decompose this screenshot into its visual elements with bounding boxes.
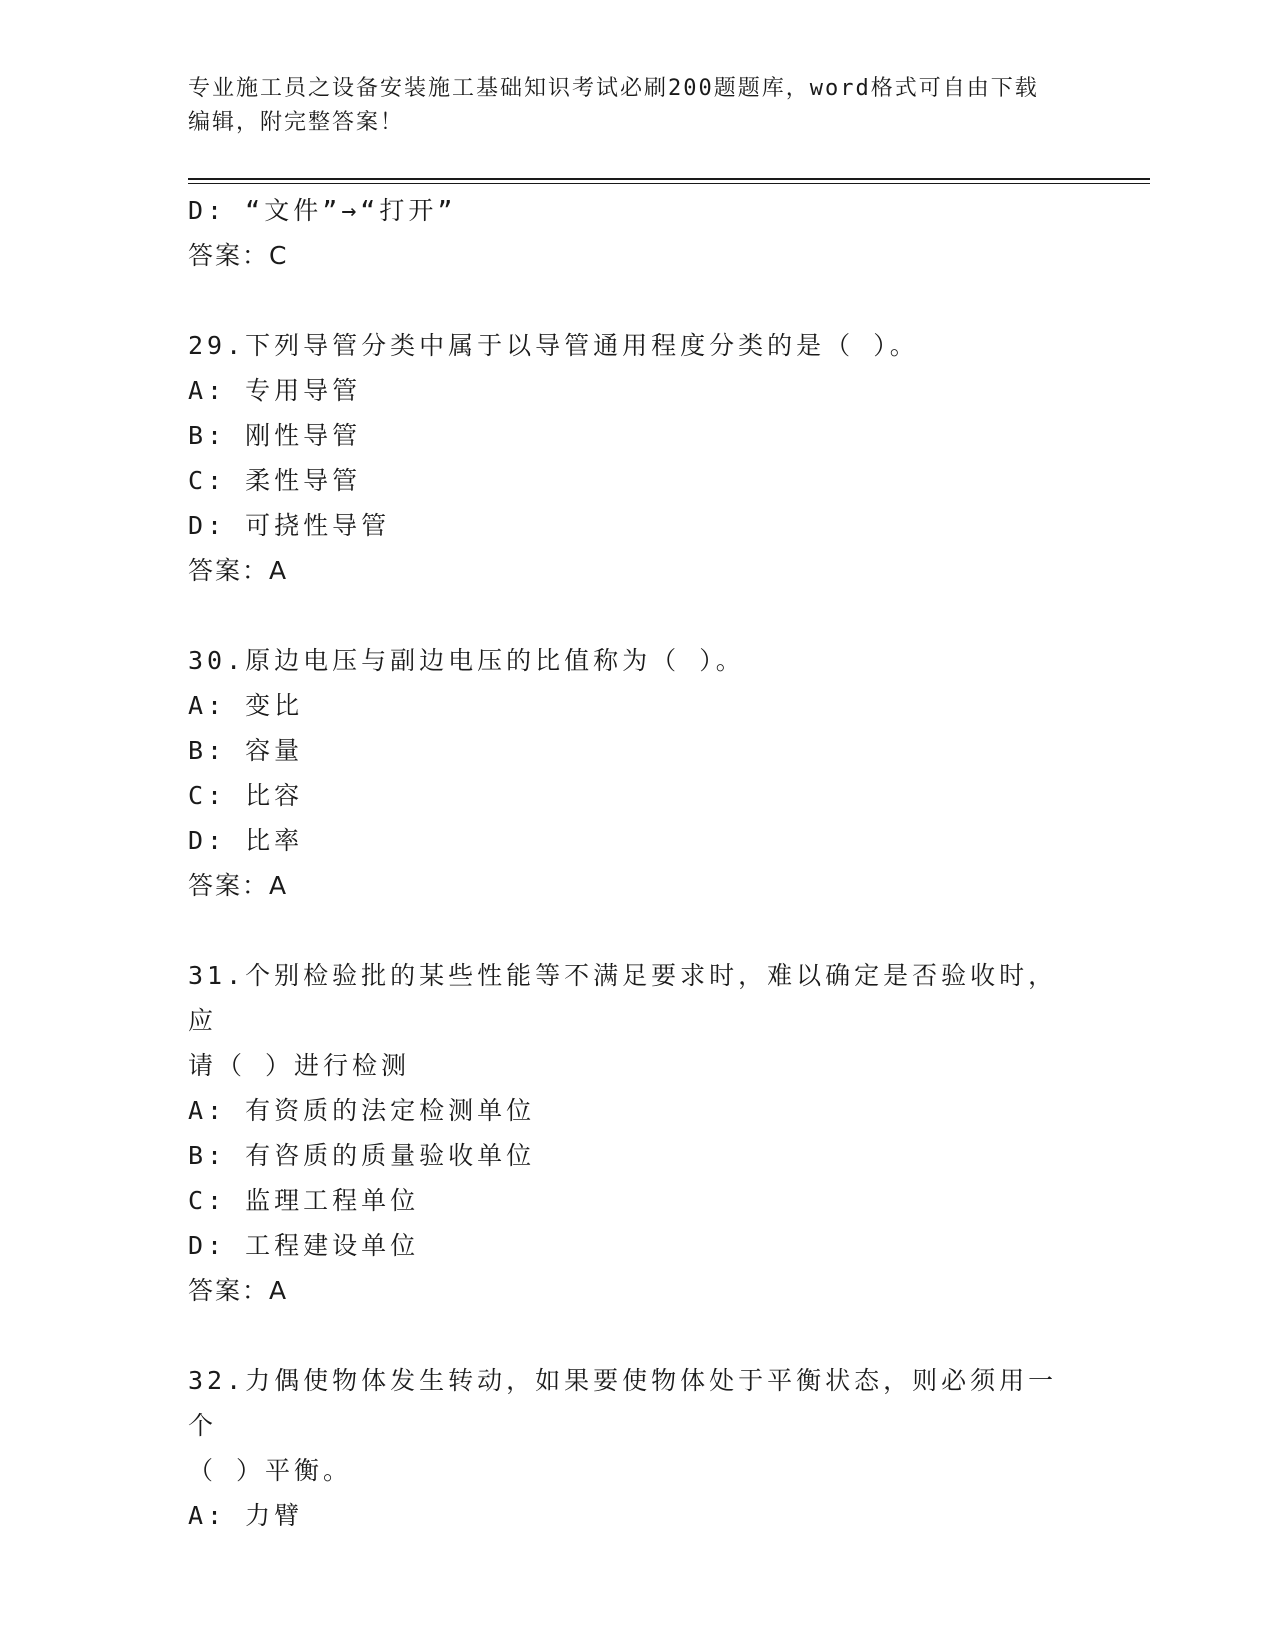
answer-line: 答案：A [188,1276,289,1305]
question-31 [188,953,1088,1313]
spacer [188,1313,1088,1358]
header-divider-thin [188,183,1150,184]
option-b: B: 有咨质的质量验收单位 [188,1141,536,1170]
option-c: C: 比容 [188,781,304,810]
question-stem: 29.下列导管分类中属于以导管通用程度分类的是（ ）。 [188,331,919,360]
option-a: A: 变比 [188,691,304,720]
question-30 [188,638,1088,908]
answer-line: 答案：C [188,241,289,270]
question-32 [188,1358,1088,1538]
spacer [188,593,1088,638]
question-stem: 30.原边电压与副边电压的比值称为（ ）。 [188,646,745,675]
option-a: A: 有资质的法定检测单位 [188,1096,536,1125]
question-29 [188,323,1088,593]
answer-line: 答案：A [188,556,289,585]
option-d: D: 比率 [188,826,304,855]
option-d: D: “文件”→“打开” [188,196,457,225]
option-d: D: 可挠性导管 [188,511,391,540]
option-b: B: 刚性导管 [188,421,362,450]
spacer [188,278,1088,323]
question-stem-line-1: 32.力偶使物体发生转动，如果要使物体处于平衡状态，则必须用一个 [188,1366,1058,1440]
answer-line: 答案：A [188,871,289,900]
option-b: B: 容量 [188,736,304,765]
option-a: A: 力臂 [188,1501,304,1530]
question-stem-line-1: 31.个别检验批的某些性能等不满足要求时，难以确定是否验收时，应 [188,961,1058,1035]
document-header [188,72,1088,140]
option-c: C: 柔性导管 [188,466,362,495]
option-d: D: 工程建设单位 [188,1231,420,1260]
question-stem-line-2: （ ）平衡。 [188,1456,353,1485]
previous-question-tail [188,188,1088,278]
spacer [188,908,1088,953]
option-a: A: 专用导管 [188,376,362,405]
header-line-2: 编辑，附完整答案！ [188,110,405,135]
header-line-1: 专业施工员之设备安装施工基础知识考试必刷200题题库，word格式可自由下载 [188,76,1039,101]
question-stem-line-2: 请（ ）进行检测 [188,1051,411,1080]
header-divider-thick [188,178,1150,180]
option-c: C: 监理工程单位 [188,1186,420,1215]
question-list [188,188,1088,1538]
